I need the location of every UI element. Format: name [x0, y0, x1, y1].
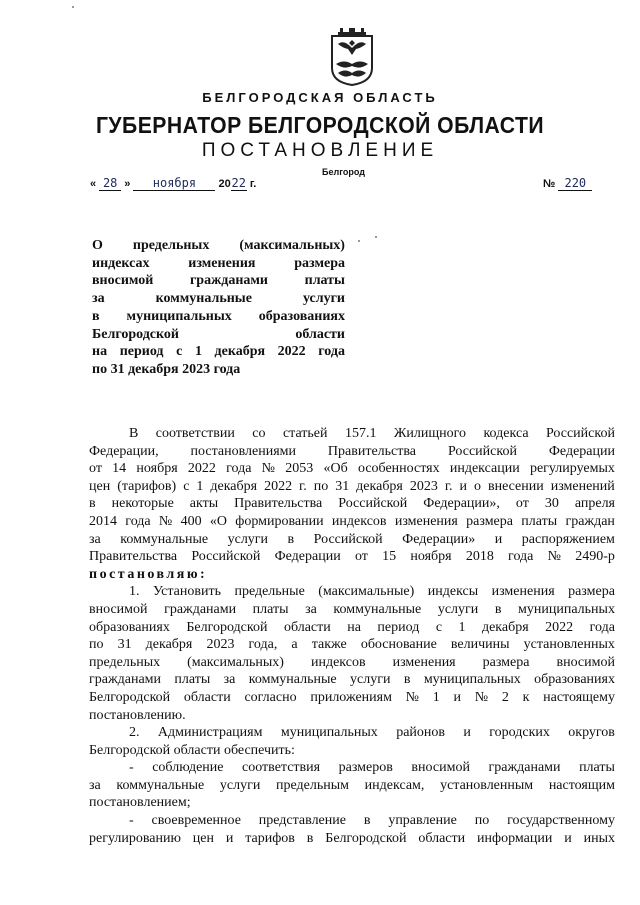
body-word: 157.1: [344, 426, 377, 441]
body-word: установленных: [523, 637, 615, 653]
body-word: вносимой: [556, 654, 615, 670]
body-word: муниципальных: [423, 672, 521, 688]
body-word: за: [89, 531, 101, 547]
region-heading: БЕЛГОРОДСКАЯ ОБЛАСТЬ: [202, 90, 438, 105]
body-word: года: [508, 549, 534, 565]
body-line: [89, 689, 615, 707]
body-word: декабря: [145, 637, 193, 653]
body-word: года: [125, 513, 151, 529]
subject-line: на период с 1 декабря 2022 года: [92, 344, 345, 360]
subject-line: вносимой гражданами платы: [92, 273, 345, 289]
body-word: индексы: [427, 584, 479, 600]
body-word: Российской: [447, 443, 517, 459]
body-line: [89, 425, 615, 443]
decree-subject: [92, 237, 345, 379]
body-word: «О: [209, 513, 227, 529]
body-word: за: [305, 601, 317, 617]
body-word: настоящим: [548, 777, 615, 793]
body-word: Федерации»: [402, 531, 476, 547]
date-year-unit: г.: [249, 178, 257, 190]
body-line: [89, 724, 615, 742]
body-word: обоснование: [360, 637, 437, 653]
body-word: 1: [458, 619, 466, 635]
body-word: «Об: [323, 461, 348, 477]
body-word: также: [311, 637, 347, 653]
body-word: платы: [579, 760, 615, 776]
body-word: в: [363, 813, 371, 829]
body-word: приложениям: [310, 689, 392, 705]
body-word: коммунальные: [116, 777, 205, 793]
body-word: 2: [501, 689, 509, 705]
body-word: со: [252, 426, 266, 441]
body-word: услуги: [437, 601, 479, 617]
date-year-suffix: 22: [231, 176, 246, 190]
body-word: по: [313, 478, 329, 494]
body-word: формировании: [235, 513, 324, 529]
body-word: муниципальных: [518, 601, 615, 617]
body-word: услуги: [227, 531, 269, 547]
body-line: [89, 478, 615, 496]
body-word: индексов: [310, 654, 366, 670]
body-word: 1: [196, 478, 204, 494]
body-line: постановляю:: [89, 566, 208, 582]
scan-speck: [358, 240, 360, 242]
body-word: государственному: [507, 813, 615, 829]
body-line: [89, 548, 615, 566]
body-word: индексам,: [364, 777, 425, 793]
body-word: 2023: [206, 637, 235, 653]
body-word: Белгородской: [325, 830, 407, 846]
body-word: размера: [568, 584, 615, 600]
body-word: регулированию: [89, 830, 181, 846]
body-word: в: [403, 672, 411, 688]
body-word: округов: [568, 725, 615, 741]
body-word: от: [354, 549, 368, 565]
decree-date: [90, 176, 256, 191]
body-word: изменений: [550, 478, 615, 494]
body-line: [89, 601, 615, 619]
body-word: -: [129, 760, 134, 776]
body-word: соответствии: [155, 426, 235, 441]
body-word: акты: [189, 496, 219, 512]
body-word: декабря: [356, 478, 403, 494]
body-word: декабря: [481, 619, 529, 635]
subject-line: Белгородской области: [92, 326, 345, 342]
body-word: вносимой: [411, 760, 470, 776]
body-word: и: [463, 725, 471, 741]
body-line: [89, 636, 615, 654]
body-word: платы: [521, 513, 558, 529]
body-word: муниципальных: [280, 725, 378, 741]
body-word: распоряжением: [521, 531, 615, 547]
body-word: Правительства: [327, 443, 417, 459]
body-word: иных: [583, 830, 615, 846]
body-word: постановлениями: [190, 443, 296, 459]
body-word: Белгородской: [89, 689, 171, 705]
body-word: управление: [388, 813, 457, 829]
body-word: и: [459, 478, 467, 494]
body-word: в: [306, 830, 314, 846]
body-word: цен: [192, 830, 214, 846]
body-word: внесении: [487, 478, 544, 494]
body-word: изменения: [491, 584, 555, 600]
body-word: коммунальные: [248, 672, 337, 688]
body-word: от: [515, 496, 529, 512]
body-line: [89, 777, 615, 795]
body-word: декабря: [210, 478, 258, 494]
body-word: 2014: [89, 513, 117, 529]
city-label: Белгород: [322, 167, 365, 177]
body-word: соблюдение: [152, 760, 224, 776]
subject-line: за коммунальные услуги: [92, 291, 345, 307]
body-word: размеров: [338, 760, 393, 776]
body-word: с: [435, 619, 443, 635]
body-word: Федерации,: [89, 443, 159, 459]
body-line: [89, 619, 615, 637]
body-word: особенностях: [357, 461, 440, 477]
body-word: 14: [112, 461, 127, 477]
body-word: Белгородской: [186, 619, 268, 635]
subject-line: индексах изменения размера: [92, 255, 345, 271]
body-word: индексов: [331, 513, 387, 529]
body-word: период: [377, 619, 420, 635]
date-open-quote: «: [90, 178, 97, 190]
body-word: гражданами: [488, 760, 561, 776]
body-word: регулируемых: [529, 461, 615, 477]
body-word: г.: [299, 478, 307, 494]
body-word: вносимой: [89, 601, 148, 617]
body-word: предельным: [276, 777, 350, 793]
body-word: и: [564, 830, 572, 846]
decree-body: [89, 425, 615, 847]
body-word: №: [158, 513, 173, 529]
body-line: [89, 460, 615, 478]
body-word: ноября: [136, 461, 178, 477]
body-word: области: [183, 689, 231, 705]
body-word: года: [226, 461, 252, 477]
body-word: Российской: [313, 531, 383, 547]
body-word: Федерации»,: [423, 496, 500, 512]
body-word: услуги: [350, 672, 391, 688]
body-word: цен: [89, 478, 111, 494]
number-value: 220: [558, 176, 592, 191]
body-word: Российской: [191, 549, 261, 565]
body-word: тарифов: [245, 830, 295, 846]
body-word: В: [129, 426, 139, 441]
body-word: изменения: [394, 513, 458, 529]
body-word: 2018: [465, 549, 494, 565]
coat-of-arms-icon: [330, 28, 374, 86]
body-word: размера: [482, 654, 530, 670]
body-word: информации: [477, 830, 553, 846]
body-word: №: [405, 689, 420, 705]
body-word: изменения: [392, 654, 456, 670]
body-word: предельные: [234, 584, 305, 600]
date-year-prefix: 20: [218, 178, 231, 190]
body-line: [89, 583, 615, 601]
body-word: г.: [444, 478, 453, 494]
body-word: 2022: [264, 478, 293, 494]
body-word: коммунальные: [333, 601, 422, 617]
body-word: 2053: [285, 461, 314, 477]
body-line: [89, 654, 615, 672]
body-word: в: [287, 531, 295, 547]
body-line: [89, 531, 615, 549]
body-word: платы: [174, 672, 211, 688]
body-word: Правительства: [89, 549, 178, 565]
decree-number: [543, 176, 592, 191]
body-word: Российской: [338, 496, 408, 512]
body-word: №: [474, 689, 489, 705]
body-word: 31: [335, 478, 350, 494]
body-word: области: [283, 619, 331, 635]
body-word: (тарифов): [117, 478, 177, 494]
body-word: №: [261, 461, 276, 477]
body-word: Жилищного: [393, 426, 467, 441]
governor-heading: ГУБЕРНАТОР БЕЛГОРОДСКОЙ ОБЛАСТИ: [95, 112, 545, 138]
body-word: 15: [382, 549, 397, 565]
body-word: статьей: [282, 426, 328, 441]
body-word: года,: [248, 637, 278, 653]
subject-line: в муниципальных образованиях: [92, 308, 345, 324]
body-word: за: [89, 777, 101, 793]
body-word: 1: [432, 689, 440, 705]
body-word: области: [418, 830, 466, 846]
body-word: индексации: [449, 461, 520, 477]
body-word: Федерации: [548, 443, 615, 459]
body-word: своевременное: [151, 813, 241, 829]
body-word: 30: [544, 496, 559, 512]
body-word: и: [494, 531, 503, 547]
body-word: коммунальные: [120, 531, 209, 547]
body-line: [89, 671, 615, 689]
body-line: Белгородской области обеспечить:: [89, 742, 295, 758]
body-word: апреля: [574, 496, 615, 512]
body-word: (максимальные): [318, 584, 415, 600]
body-word: -: [129, 813, 134, 829]
body-word: некоторые: [111, 496, 174, 512]
body-word: соответствия: [242, 760, 321, 776]
body-word: 400: [180, 513, 202, 529]
number-sign: №: [543, 178, 556, 190]
body-word: Правительства: [234, 496, 323, 512]
subject-line: О предельных (максимальных): [92, 238, 345, 253]
body-word: года: [589, 619, 615, 635]
body-word: согласно: [244, 689, 297, 705]
body-word: образованиях: [534, 672, 615, 688]
date-day: 28: [99, 176, 121, 191]
body-line: постановлению.: [89, 707, 186, 723]
body-word: Установить: [152, 584, 221, 600]
body-word: платы: [252, 601, 289, 617]
body-word: настоящему: [543, 689, 615, 705]
body-word: по: [89, 637, 104, 653]
body-word: №: [547, 549, 561, 565]
body-word: в: [494, 601, 502, 617]
body-word: установленным: [440, 777, 534, 793]
body-word: (максимальных): [187, 654, 284, 670]
body-word: 2022: [545, 619, 574, 635]
document-type-heading: ПОСТАНОВЛЕНИЕ: [201, 140, 439, 161]
body-word: за: [223, 672, 236, 688]
date-month: ноября: [133, 176, 215, 191]
body-word: образованиях: [89, 619, 170, 635]
body-word: ноября: [410, 549, 452, 565]
body-word: Администрациям: [157, 725, 263, 741]
body-word: о: [473, 478, 481, 494]
body-word: предельных: [89, 654, 161, 670]
body-line: [89, 830, 615, 848]
body-word: 2023: [409, 478, 438, 494]
body-word: городских: [489, 725, 550, 741]
body-word: услуги: [219, 777, 261, 793]
body-line: [89, 443, 615, 461]
scan-speck: [375, 236, 377, 238]
subject-line: по 31 декабря 2023 года: [92, 361, 241, 377]
body-word: 31: [117, 637, 132, 653]
body-word: представление: [258, 813, 346, 829]
scan-speck: [72, 6, 74, 8]
body-word: граждан: [565, 513, 615, 529]
body-word: и: [453, 689, 461, 705]
body-word: в: [89, 496, 96, 512]
body-line: постановлением;: [89, 795, 191, 811]
body-line: [89, 812, 615, 830]
body-word: величины: [450, 637, 510, 653]
body-word: 2.: [129, 725, 140, 741]
body-word: а: [291, 637, 298, 653]
date-close-quote: »: [124, 178, 131, 190]
body-line: [89, 495, 615, 513]
body-word: Российской: [545, 426, 615, 441]
body-word: 2490-р: [575, 549, 615, 565]
body-word: 2022: [187, 461, 216, 477]
body-word: на: [347, 619, 361, 635]
body-line: [89, 759, 615, 777]
body-line: [89, 513, 615, 531]
body-word: и: [225, 830, 234, 846]
body-word: гражданами: [164, 601, 237, 617]
body-word: кодекса: [483, 426, 529, 441]
body-word: от: [89, 461, 102, 477]
body-word: гражданами: [89, 672, 162, 688]
body-word: районов: [396, 725, 445, 741]
body-word: к: [522, 689, 530, 705]
body-word: размера: [466, 513, 513, 529]
body-word: Федерации: [274, 549, 341, 565]
body-word: 1.: [129, 584, 140, 600]
body-word: с: [183, 478, 190, 494]
body-word: по: [474, 813, 490, 829]
